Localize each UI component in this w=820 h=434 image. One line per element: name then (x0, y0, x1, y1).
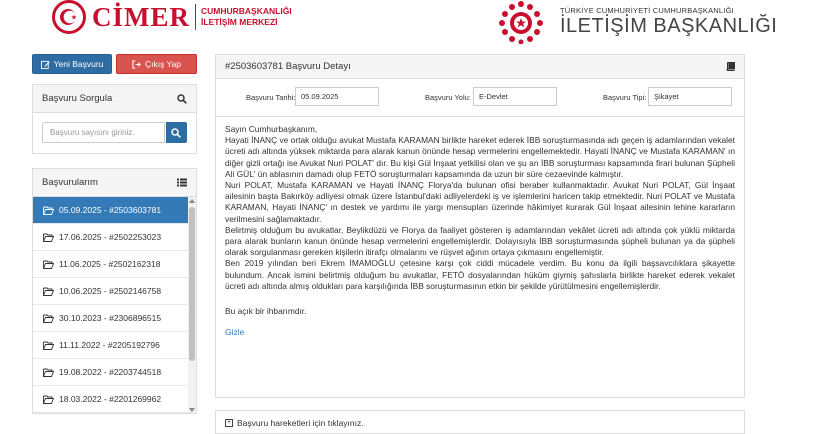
text-paragraph: Sayın Cumhurbaşkanım, (225, 124, 318, 134)
search-input[interactable]: Başvuru sayısını giriniz. (42, 122, 165, 143)
type-field: Şikayet (648, 87, 732, 106)
channel-field: E-Devlet (473, 87, 557, 106)
presidential-emblem-icon (494, 0, 548, 44)
list-item-label: 10.06.2025 - #2502146758 (59, 286, 162, 296)
applications-list (33, 197, 196, 414)
iletisim-logo[interactable] (494, 0, 777, 44)
list-item[interactable] (33, 197, 189, 224)
folder-open-icon (43, 395, 54, 404)
logout-button[interactable] (116, 54, 197, 74)
actions-panel[interactable] (215, 410, 745, 434)
list-item[interactable] (33, 386, 189, 413)
action-buttons (32, 54, 197, 74)
logout-icon (132, 60, 141, 69)
date-label: Başvuru Tarihi: (246, 93, 296, 102)
edit-icon (41, 60, 50, 69)
cimer-logo[interactable] (52, 0, 292, 34)
folder-open-icon (43, 206, 54, 215)
text-paragraph: Ben 2019 yılından beri Ekrem İMAMOĞLU çetesine karşı çok ciddi mücadele verdim. Bu konu da ilgili başsavcılıklara şikayette bulundum. Ancak ismini belirtmiş olduğum bu avukatlar, FETÖ dosyalarından hüküm giymiş şahıslarla birlikte hareket ederek vekalet ücreti adı altında almış oldukları para karşılığında İBB soruşturmasının etkin bir şekilde yürütülmesini engellemişlerdir. (225, 258, 735, 291)
text-paragraph: Nuri POLAT, Mustafa KARAMAN ve Hayati İNANÇ Florya'da bulunan ofisi beraber kullanmaktadır. Avukat Nuri POLAT, Gül İnşaat ailesinin başta Bakırköy adliyesi olmak üzere İstanbul'daki adliyelerdeki iş ve işlemlerini haricen takip etmektedir. Nuri POLAT ve Mustafa KARAMAN, Hayati İNANÇ' ın destek ve yardımı ile yargı mensupları üzerinde hâkimiyet kurarak Gül İnşaat ailesinin lehine kararların verilmesini sağlamaktadır. (225, 180, 735, 224)
book-icon[interactable] (726, 62, 735, 71)
search-panel-title: Başvuru Sorgula (42, 93, 113, 104)
new-application-label: Yeni Başvuru (53, 59, 104, 69)
list-item-label: 17.06.2025 - #2502253023 (59, 232, 162, 242)
list-item-label: 05.09.2025 - #2503603781 (59, 205, 162, 215)
logo-divider (195, 4, 196, 30)
text-paragraph: Hayati İNANÇ ve ortak olduğu avukat Mustafa KARAMAN birlikte hareket ederek İBB soruşturmasında adı geçen iş adamlarından vekalet ücreti adı altında yüksek miktarda para alarak kanun önünde hesap vermelerini engellemektedir. Hayati İNANÇ ve Mustafa KARAMAN' ın diğer gizli ortağı ise Avukat Nuri POLAT' dır. Bu kişi Gül İnşaat yetkilisi olan ve şu an İBB soruşturması kapsamında firari bulunan Şüpheli Ali GÜL' ün ablasının damadı olup FETÖ soruşturmaları kapsamında da uzun bir süre cezaevinde kalmıştır. (225, 135, 735, 179)
list-icon (177, 178, 187, 187)
cimer-sub-line1: CUMHURBAŞKANLIĞI (201, 6, 292, 16)
detail-meta-row (216, 79, 744, 117)
applications-panel (32, 168, 197, 414)
text-paragraph: Belirtmiş olduğum bu avukatlar, Beylikdüzü ve Florya da faaliyet gösteren iş adamlarından vekâlet ücreti adı altında çok yüklü miktarda para alarak bunların kanun önünde hesap vermelerini engellemişlerdir. Dolayısıyla İBB soruşturmasında şüpheli bulunan ya da şüpheli olarak sorgulanması gereken kişilerin itirafçı olmalarını ve rüşvet ağının ortaya çıkmasını engellemiştir. (225, 224, 735, 258)
type-label: Başvuru Tipi: (603, 93, 647, 102)
detail-panel (215, 54, 745, 398)
folder-open-icon (43, 260, 54, 269)
folder-open-icon (43, 233, 54, 242)
detail-title: #2503603781 Başvuru Detayı (225, 61, 351, 72)
search-row (33, 113, 196, 152)
folder-open-icon (43, 368, 54, 377)
cimer-subtitle (201, 6, 292, 28)
cimer-sub-line2: İLETİŞİM MERKEZİ (201, 17, 278, 27)
hide-link[interactable]: Gizle (225, 327, 245, 338)
search-panel (32, 84, 197, 154)
list-item[interactable] (33, 359, 189, 386)
iletisim-small-title: TÜRKİYE CUMHURİYETİ CUMHURBAŞKANLIĞI (560, 6, 734, 15)
list-item-label: 19.08.2022 - #2203744518 (59, 367, 162, 377)
logout-label: Çıkış Yap (144, 59, 182, 69)
folder-open-icon (43, 287, 54, 296)
actions-title: Başvuru hareketleri için tıklayınız. (237, 418, 364, 428)
detail-header (216, 55, 744, 79)
application-text (216, 117, 744, 338)
folder-open-icon (43, 341, 54, 350)
list-scrollbar[interactable] (188, 197, 196, 414)
search-panel-header (33, 85, 196, 113)
plus-square-icon: + (226, 419, 232, 426)
search-icon (171, 128, 181, 138)
cimer-title: CİMER (92, 1, 190, 32)
list-item-label: 11.06.2025 - #2502162318 (59, 259, 161, 269)
list-item[interactable] (33, 278, 189, 305)
closing-text: Bu açık bir ihbarımdır. (225, 306, 307, 317)
new-application-button[interactable] (32, 54, 112, 74)
folder-open-icon (43, 314, 54, 323)
applications-panel-header (33, 169, 196, 197)
scroll-up-arrow-icon[interactable] (189, 199, 195, 203)
applications-panel-title: Başvurularım (42, 177, 98, 188)
scroll-thumb[interactable] (189, 207, 195, 361)
list-item[interactable] (33, 332, 189, 359)
list-item[interactable] (33, 251, 189, 278)
actions-header[interactable] (216, 411, 744, 434)
search-icon (177, 94, 187, 104)
list-item[interactable] (33, 224, 189, 251)
date-field: 05.09.2025 (295, 87, 379, 106)
iletisim-big-title: İLETİŞİM BAŞKANLIĞI (560, 15, 778, 37)
scroll-down-arrow-icon[interactable] (189, 408, 195, 412)
channel-label: Başvuru Yolu: (425, 93, 471, 102)
list-item[interactable] (33, 305, 189, 332)
search-button[interactable] (166, 122, 187, 143)
iletisim-text (560, 6, 777, 38)
list-item-label: 30.10.2023 - #2306896515 (59, 313, 162, 323)
list-item-label: 18.03.2022 - #2201269962 (59, 394, 162, 404)
crescent-star-icon (52, 0, 86, 34)
list-item-label: 11.11.2022 - #2205192796 (59, 340, 160, 350)
